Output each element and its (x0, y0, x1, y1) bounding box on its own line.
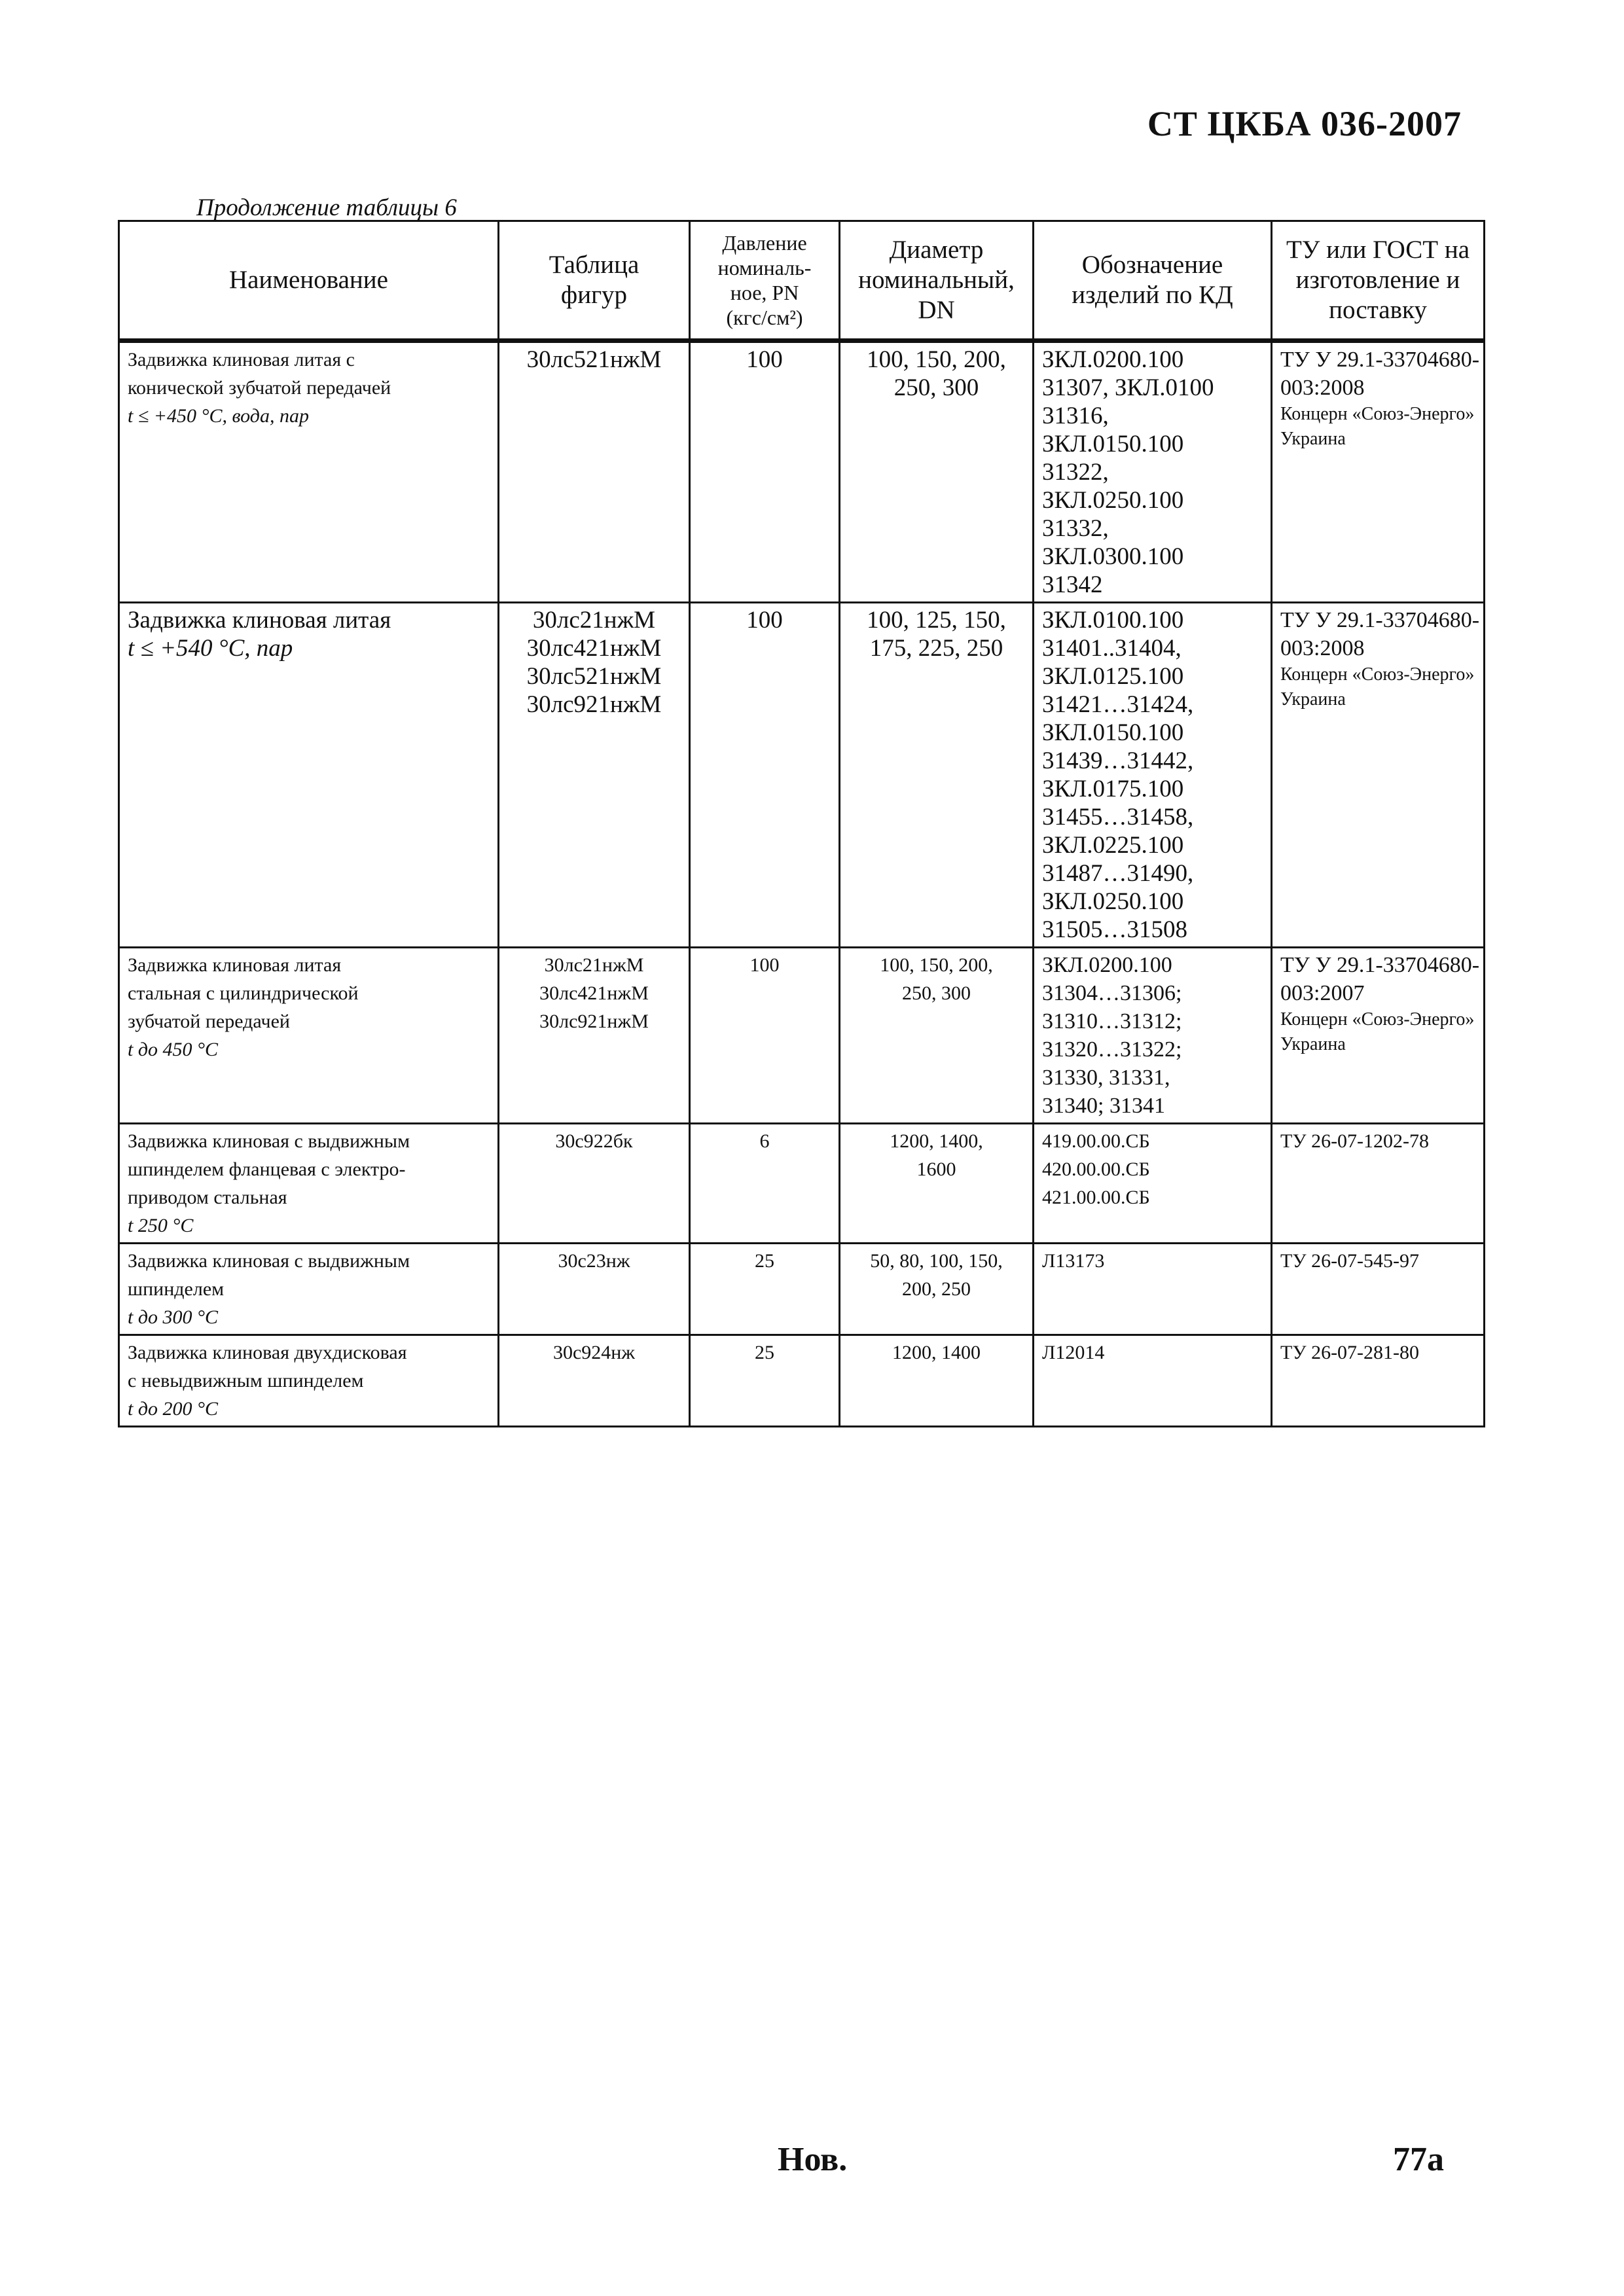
cell-name (119, 603, 499, 948)
cell-name (119, 1124, 499, 1244)
header-line: Обозначение (1081, 251, 1223, 279)
col-header-diameter (840, 221, 1034, 341)
cell-designation (1034, 948, 1272, 1124)
cell-name (119, 1244, 499, 1335)
col-header-figures (499, 221, 690, 341)
temperature-condition: t 250 °C (128, 1215, 194, 1236)
header-line: фигур (560, 281, 628, 309)
cell-name (119, 341, 499, 603)
pressure-value: 100 (746, 346, 783, 373)
cell-standard (1272, 341, 1485, 603)
table-header-row (119, 221, 1485, 341)
cell-standard (1272, 1244, 1485, 1335)
cell-line: 30с23нж (558, 1250, 630, 1272)
cell-standard (1272, 1124, 1485, 1244)
temperature-condition: t ≤ +450 °C, вода, пар (128, 405, 309, 427)
cell-line: ЗКЛ.0150.100 (1042, 719, 1184, 746)
pressure-value: 6 (759, 1130, 770, 1152)
cell-line: ЗКЛ.0150.100 (1042, 431, 1184, 457)
table-row (119, 1335, 1485, 1427)
cell-line: Украина (1280, 689, 1346, 709)
cell-figures (499, 1244, 690, 1335)
cell-line: 30лс21нжМ (544, 954, 644, 976)
header-line: номиналь- (717, 256, 812, 279)
cell-line: 31439…31442, (1042, 747, 1194, 774)
cell-line: ЗКЛ.0175.100 (1042, 776, 1184, 802)
page-number: 77а (1393, 2141, 1444, 2178)
cell-figures (499, 1124, 690, 1244)
table-row (119, 1124, 1485, 1244)
cell-designation (1034, 1335, 1272, 1427)
cell-pressure (690, 1124, 840, 1244)
pressure-value: 25 (755, 1250, 774, 1272)
cell-diameter (840, 1335, 1034, 1427)
cell-line: Задвижка клиновая литая (128, 607, 391, 634)
header-line: номинальный, (858, 266, 1015, 294)
cell-line: Задвижка клиновая двухдисковая (128, 1342, 407, 1363)
pressure-value: 100 (749, 954, 780, 976)
table-row (119, 1244, 1485, 1335)
cell-designation (1034, 1244, 1272, 1335)
cell-line: 31304…31306; (1042, 981, 1182, 1005)
cell-line: зубчатой передачей (128, 1011, 290, 1032)
header-line: изделий по КД (1072, 281, 1233, 309)
cell-diameter (840, 1244, 1034, 1335)
cell-figures (499, 603, 690, 948)
cell-line: 31342 (1042, 571, 1103, 598)
cell-standard (1272, 948, 1485, 1124)
cell-line: ТУ У 29.1-33704680- (1280, 348, 1480, 372)
col-header-designation (1034, 221, 1272, 341)
cell-diameter (840, 1124, 1034, 1244)
header-line: поставку (1329, 296, 1427, 324)
valve-spec-table (118, 220, 1485, 1427)
cell-line: ТУ 26-07-281-80 (1280, 1342, 1420, 1363)
cell-line: 100, 125, 150, (867, 607, 1006, 634)
cell-pressure (690, 341, 840, 603)
header-line: Давление (722, 231, 807, 255)
temperature-condition: t до 200 °C (128, 1398, 219, 1420)
cell-line: 421.00.00.СБ (1042, 1187, 1150, 1208)
cell-figures (499, 341, 690, 603)
cell-line: Концерн «Союз-Энерго» (1280, 664, 1475, 685)
header-line: DN (918, 296, 955, 324)
temperature-condition: t ≤ +540 °C, пар (128, 635, 293, 662)
cell-line: стальная с цилиндрической (128, 982, 359, 1004)
cell-line: 31320…31322; (1042, 1037, 1182, 1062)
cell-line: 31332, (1042, 515, 1109, 542)
cell-figures (499, 1335, 690, 1427)
cell-line: 31316, (1042, 403, 1109, 429)
cell-line: ТУ У 29.1-33704680- (1280, 608, 1480, 632)
cell-line: ЗКЛ.0225.100 (1042, 832, 1184, 859)
cell-line: Украина (1280, 429, 1346, 449)
header-line: изготовление и (1295, 266, 1460, 294)
cell-line: Концерн «Союз-Энерго» (1280, 1009, 1475, 1030)
cell-line: Л13173 (1042, 1250, 1105, 1272)
cell-line: шпинделем (128, 1278, 225, 1300)
cell-line: шпинделем фланцевая с электро- (128, 1158, 406, 1180)
cell-designation (1034, 341, 1272, 603)
cell-line: 30лс521нжМ (526, 346, 662, 373)
cell-line: 1200, 1400 (892, 1342, 981, 1363)
cell-designation (1034, 603, 1272, 948)
revision-mark: Нов. (778, 2141, 848, 2178)
header-line: Диаметр (889, 236, 984, 264)
cell-line: ЗКЛ.0250.100 (1042, 888, 1184, 915)
temperature-condition: t до 450 °C (128, 1039, 219, 1060)
cell-line: Задвижка клиновая литая с (128, 349, 355, 370)
table-row (119, 948, 1485, 1124)
cell-standard (1272, 603, 1485, 948)
cell-diameter (840, 603, 1034, 948)
cell-line: Задвижка клиновая литая (128, 954, 342, 976)
cell-line: 31487…31490, (1042, 860, 1194, 887)
header-line: ное, PN (730, 281, 799, 304)
cell-line: 31340; 31341 (1042, 1094, 1165, 1118)
cell-line: 250, 300 (893, 374, 979, 401)
cell-line: с невыдвижным шпинделем (128, 1370, 364, 1391)
cell-name (119, 1335, 499, 1427)
cell-line: ЗКЛ.0300.100 (1042, 543, 1184, 570)
header-line: Наименование (229, 266, 388, 294)
cell-line: Л12014 (1042, 1342, 1105, 1363)
col-header-pressure (690, 221, 840, 341)
cell-line: ЗКЛ.0200.100 (1042, 346, 1184, 373)
cell-line: конической зубчатой передачей (128, 377, 391, 399)
cell-line: ЗКЛ.0200.100 (1042, 953, 1172, 977)
cell-line: 003:2008 (1280, 636, 1365, 660)
temperature-condition: t до 300 °C (128, 1306, 219, 1328)
cell-line: 420.00.00.СБ (1042, 1158, 1150, 1180)
pressure-value: 100 (746, 607, 783, 634)
cell-line: 200, 250 (902, 1278, 971, 1300)
cell-line: Задвижка клиновая с выдвижным (128, 1250, 410, 1272)
cell-pressure (690, 948, 840, 1124)
col-header-standard (1272, 221, 1485, 341)
cell-line: 31421…31424, (1042, 691, 1194, 718)
cell-line: Задвижка клиновая с выдвижным (128, 1130, 410, 1152)
header-line: Таблица (549, 251, 640, 279)
cell-line: 31310…31312; (1042, 1009, 1182, 1033)
cell-standard (1272, 1335, 1485, 1427)
cell-line: 100, 150, 200, (867, 346, 1006, 373)
cell-line: 31307, ЗКЛ.0100 (1042, 374, 1214, 401)
cell-line: Украина (1280, 1034, 1346, 1054)
cell-line: 31322, (1042, 459, 1109, 486)
cell-line: 100, 150, 200, (880, 954, 993, 976)
cell-line: 419.00.00.СБ (1042, 1130, 1150, 1152)
cell-line: 30с922бк (555, 1130, 633, 1152)
pressure-value: 25 (755, 1342, 774, 1363)
cell-line: 1600 (916, 1158, 956, 1180)
cell-line: ЗКЛ.0125.100 (1042, 663, 1184, 690)
cell-name (119, 948, 499, 1124)
cell-line: 250, 300 (902, 982, 971, 1004)
cell-line: 003:2007 (1280, 981, 1365, 1005)
cell-line: 30лс421нжМ (539, 982, 649, 1004)
cell-line: 30лс921нжМ (539, 1011, 649, 1032)
cell-line: 30с924нж (552, 1342, 636, 1363)
cell-line: 30лс421нжМ (526, 635, 662, 662)
cell-designation (1034, 1124, 1272, 1244)
cell-pressure (690, 1335, 840, 1427)
cell-line: 30лс521нжМ (526, 663, 662, 690)
cell-line: 003:2008 (1280, 376, 1365, 400)
cell-line: 50, 80, 100, 150, (870, 1250, 1003, 1272)
cell-line: ЗКЛ.0250.100 (1042, 487, 1184, 514)
document-code: СТ ЦКБА 036-2007 (1147, 104, 1462, 143)
cell-pressure (690, 1244, 840, 1335)
cell-diameter (840, 341, 1034, 603)
cell-line: 30лс921нжМ (526, 691, 662, 718)
cell-line: 31455…31458, (1042, 804, 1194, 831)
cell-line: ТУ 26-07-1202-78 (1280, 1130, 1430, 1152)
header-line: ТУ или ГОСТ на (1286, 236, 1470, 264)
cell-line: приводом стальная (128, 1187, 287, 1208)
cell-line: Концерн «Союз-Энерго» (1280, 404, 1475, 424)
table-row (119, 603, 1485, 948)
cell-diameter (840, 948, 1034, 1124)
cell-line: 31505…31508 (1042, 916, 1187, 943)
cell-line: ТУ У 29.1-33704680- (1280, 953, 1480, 977)
cell-pressure (690, 603, 840, 948)
table-row (119, 341, 1485, 603)
cell-line: 31330, 31331, (1042, 1066, 1170, 1090)
cell-line: 30лс21нжМ (532, 607, 656, 634)
cell-line: ЗКЛ.0100.100 (1042, 607, 1184, 634)
table-caption: Продолжение таблицы 6 (196, 194, 457, 221)
cell-line: 175, 225, 250 (869, 635, 1003, 662)
header-line: (кгс/см²) (726, 306, 803, 329)
cell-line: 1200, 1400, (890, 1130, 983, 1152)
cell-figures (499, 948, 690, 1124)
cell-line: 31401..31404, (1042, 635, 1182, 662)
cell-line: ТУ 26-07-545-97 (1280, 1250, 1420, 1272)
col-header-name (119, 221, 499, 341)
